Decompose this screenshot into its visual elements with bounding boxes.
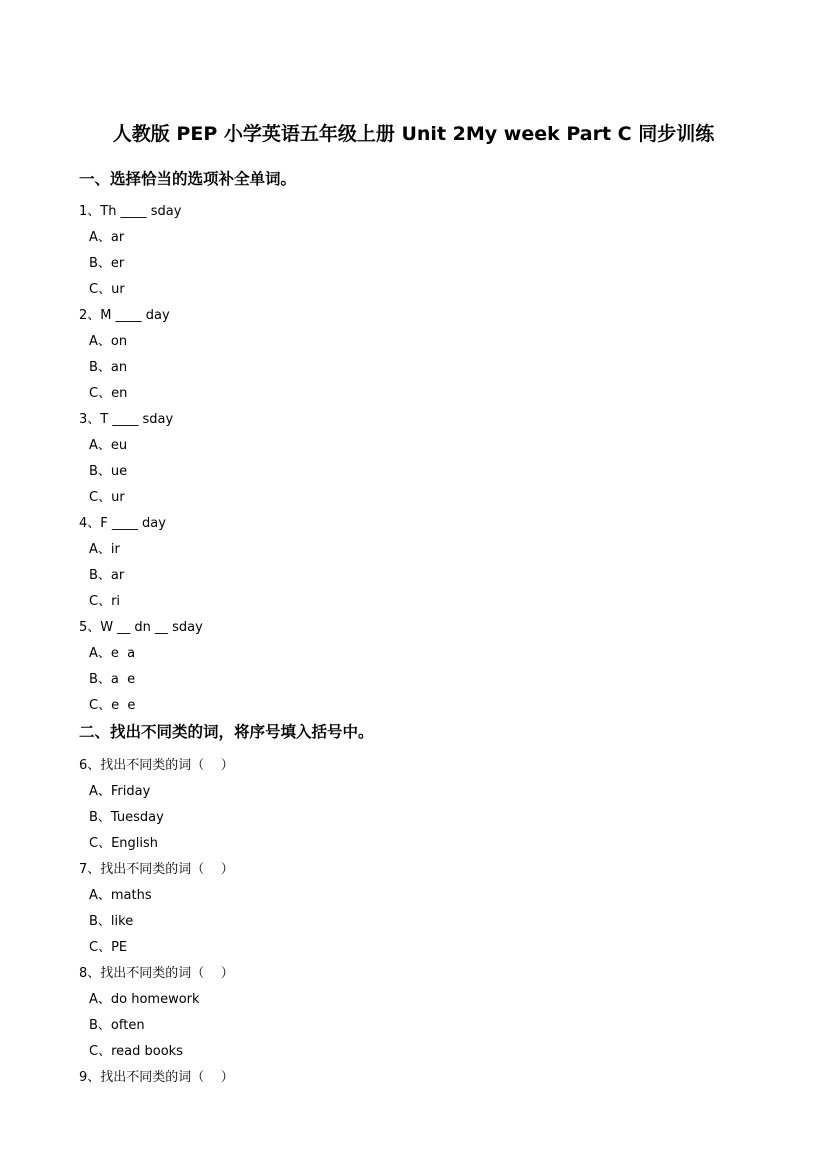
question-6-option-b: B、Tuesday — [89, 810, 164, 825]
question-2-option-b: B、an — [89, 360, 128, 375]
question-3-option-a: A、eu — [89, 438, 128, 453]
question-3-stem: 3、T ____ sday — [79, 412, 174, 427]
question-1-option-a: A、ar — [89, 230, 125, 245]
question-4-option-b: B、ar — [89, 568, 125, 583]
question-7-stem: 7、找出不同类的词（ ） — [79, 862, 234, 877]
question-1-stem: 1、Th ____ sday — [79, 204, 182, 219]
question-2-stem: 2、M ____ day — [79, 308, 170, 323]
question-6-option-c: C、English — [89, 836, 159, 851]
question-6-option-a: A、Friday — [89, 784, 151, 799]
question-7-option-a: A、maths — [89, 888, 152, 903]
question-4-option-c: C、ri — [89, 594, 121, 609]
question-6-stem: 6、找出不同类的词（ ） — [79, 758, 234, 773]
question-3-option-b: B、ue — [89, 464, 128, 479]
section-1-heading: 一、选择恰当的选项补全单词。 — [79, 170, 297, 188]
section-2-heading: 二、找出不同类的词，将序号填入括号中。 — [79, 723, 374, 741]
question-8-stem: 8、找出不同类的词（ ） — [79, 966, 234, 981]
question-8-option-c: C、read books — [89, 1044, 183, 1059]
question-2-option-c: C、en — [89, 386, 128, 401]
question-4-option-a: A、ir — [89, 542, 120, 557]
question-5-option-a: A、e a — [89, 646, 136, 661]
question-3-option-c: C、ur — [89, 490, 125, 505]
question-1-option-b: B、er — [89, 256, 125, 271]
question-5-option-c: C、e e — [89, 698, 136, 713]
question-1-option-c: C、ur — [89, 282, 125, 297]
question-8-option-b: B、often — [89, 1018, 145, 1033]
question-7-option-c: C、PE — [89, 940, 128, 955]
question-9-stem: 9、找出不同类的词（ ） — [79, 1070, 234, 1085]
question-2-option-a: A、on — [89, 334, 128, 349]
question-8-option-a: A、do homework — [89, 992, 200, 1007]
question-5-stem: 5、W __ dn __ sday — [79, 620, 203, 635]
question-7-option-b: B、like — [89, 914, 134, 929]
document-title: 人教版 PEP 小学英语五年级上册 Unit 2My week Part C 同步训练 — [112, 123, 715, 145]
question-5-option-b: B、a e — [89, 672, 136, 687]
question-4-stem: 4、F ____ day — [79, 516, 166, 531]
